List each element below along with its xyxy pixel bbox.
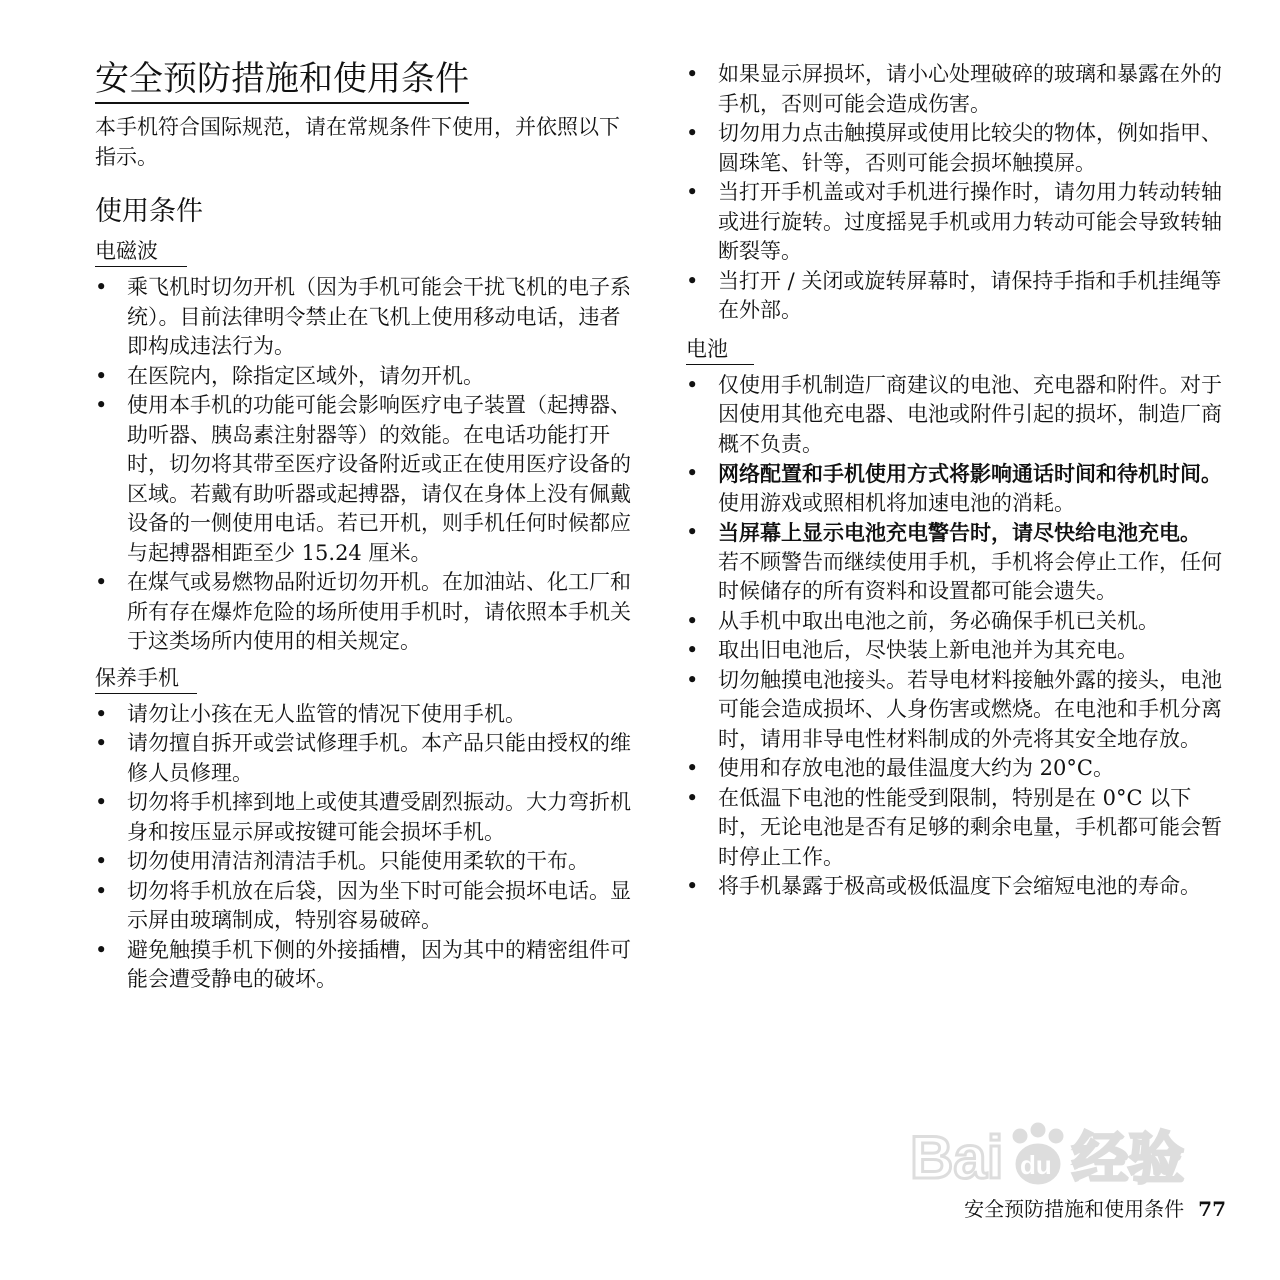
list-item: • 切勿使用清洁剂清洁手机。只能使用柔软的干布。	[95, 847, 640, 877]
page-number: 77	[1198, 1197, 1226, 1221]
subsection-battery	[686, 334, 1231, 902]
page-footer	[964, 1196, 1226, 1222]
list-item: • 避免触摸手机下侧的外接插槽，因为其中的精密组件可能会遭受静电的破坏。	[95, 937, 631, 991]
bullet-icon: •	[95, 363, 108, 388]
bullet-icon: •	[95, 570, 108, 594]
list-item: • 切勿用力点击触摸屏或使用比较尖的物体，例如指甲、圆珠笔、针等，否则可能会损坏触摸屏。	[686, 121, 1222, 175]
bullet-icon: •	[686, 268, 699, 293]
battery-warning-bold: 网络配置和手机使用方式将影响通话时间和待机时间。	[718, 461, 1222, 486]
list-item: • 切勿将手机摔到地上或使其遭受剧烈振动。大力弯折机身和按压显示屏或按键可能会损坏手机。	[95, 790, 631, 844]
bullet-icon: •	[686, 785, 699, 810]
baidu-jingyan-watermark	[910, 1120, 1200, 1192]
bullet-icon: •	[95, 701, 108, 726]
list-item: • 将手机暴露于极高或极低温度下会缩短电池的寿命。	[686, 872, 1231, 902]
bullet-icon: •	[686, 372, 699, 397]
bullet-icon: •	[95, 790, 108, 814]
list-item: • 乘飞机时切勿开机（因为手机可能会干扰飞机的电子系统）。目前法律明令禁止在飞机上使用移动电话，违者即构成违法行为。	[95, 275, 631, 358]
subsection-electromagnetic	[95, 236, 640, 657]
list-item: • 当打开手机盖或对手机进行操作时，请勿用力转动转轴或进行旋转。过度摇晃手机或用力转动可能会导致转轴断裂等。	[686, 180, 1222, 263]
list-item: • 如果显示屏损坏，请小心处理破碎的玻璃和暴露在外的手机，否则可能会造成伤害。	[686, 62, 1222, 116]
list-item: • 切勿触摸电池接头。若导电材料接触外露的接头，电池可能会造成损坏、人身伤害或燃烧。在电池和手机分离时，请用非导电性材料制成的外壳将其安全地存放。	[686, 667, 1222, 751]
bullet-icon: •	[95, 849, 108, 873]
list-item: • 当打开 / 关闭或旋转屏幕时，请保持手指和手机挂绳等在外部。	[686, 268, 1222, 322]
list-item: • 当屏幕上显示电池充电警告时，请尽快给电池充电。 若不顾警告而继续使用手机，手机将会停止工作，任何时候储存的所有资料和设置都可能会遗失。	[686, 518, 1231, 607]
bullet-icon: •	[95, 393, 108, 417]
list-item: • 在煤气或易燃物品附近切勿开机。在加油站、化工厂和所有存在爆炸危险的场所使用手机时，请依照本手机关于这类场所内使用的相关规定。	[95, 570, 631, 653]
subsection-phone-care	[95, 663, 640, 995]
bullet-icon: •	[95, 731, 108, 755]
bullet-icon: •	[95, 878, 108, 903]
bullet-icon: •	[95, 275, 108, 299]
bullet-icon: •	[686, 180, 699, 204]
list-item: • 在低温下电池的性能受到限制，特别是在 0°C 以下时，无论电池是否有足够的剩余电量，手机都可能会暂时停止工作。	[686, 785, 1222, 869]
bullet-list-phone-care	[95, 700, 640, 995]
bullet-list-battery	[686, 371, 1231, 902]
list-item: • 在医院内，除指定区域外，请勿开机。	[95, 362, 640, 392]
bullet-icon: •	[686, 121, 699, 145]
bullet-icon: •	[686, 520, 699, 544]
list-item: • 仅使用手机制造厂商建议的电池、充电器和附件。对于因使用其他充电器、电池或附件引起的损坏，制造厂商概不负责。	[686, 372, 1222, 456]
right-column	[686, 60, 1231, 902]
bullet-icon: •	[686, 461, 699, 485]
subsection-title-phone-care: 保养手机	[95, 663, 197, 694]
subsection-title-electromagnetic: 电磁波	[95, 236, 187, 267]
bullet-icon: •	[686, 874, 699, 898]
watermark-latin: Bai	[910, 1124, 1004, 1191]
watermark-du: du	[1020, 1150, 1052, 1180]
bullet-icon: •	[686, 638, 699, 662]
subsection-title-battery: 电池	[686, 334, 754, 365]
list-item: • 请勿擅自拆开或尝试修理手机。本产品只能由授权的维修人员修理。	[95, 731, 631, 785]
bullet-icon: •	[686, 608, 699, 633]
bullet-icon: •	[686, 62, 699, 86]
list-item: • 从手机中取出电池之前，务必确保手机已关机。	[686, 607, 1231, 637]
list-item: • 网络配置和手机使用方式将影响通话时间和待机时间。 使用游戏或照相机将加速电池的消耗。	[686, 459, 1231, 518]
list-item: • 使用和存放电池的最佳温度大约为 20°C。	[686, 754, 1231, 784]
list-item: • 取出旧电池后，尽快装上新电池并为其充电。	[686, 636, 1231, 666]
bullet-list-electromagnetic	[95, 273, 640, 657]
bullet-icon: •	[686, 756, 699, 780]
bullet-icon: •	[686, 667, 699, 692]
left-column	[95, 58, 640, 995]
section-title-usage-conditions: 使用条件	[95, 196, 203, 227]
running-title: 安全预防措施和使用条件	[964, 1197, 1185, 1221]
list-item: • 切勿将手机放在后袋，因为坐下时可能会损坏电话。显示屏由玻璃制成，特别容易破碎。	[95, 878, 631, 932]
watermark-cn: 经验	[1072, 1127, 1184, 1192]
list-item: • 使用本手机的功能可能会影响医疗电子装置（起搏器、助听器、胰岛素注射器等）的效能。在电话功能打开时，切勿将其带至医疗设备附近或正在使用医疗设备的区域。若戴有助听器或起搏器，请仅在身体上没有佩戴设备的一侧使用电话。若已开机，则手机任何时候都应与起搏器相距至少 15.24 厘米。	[95, 393, 631, 565]
intro-paragraph: 本手机符合国际规范，请在常规条件下使用，并依照以下指示。	[95, 115, 620, 169]
battery-warning-bold: 当屏幕上显示电池充电警告时，请尽快给电池充电。	[718, 520, 1201, 545]
bullet-icon: •	[95, 937, 108, 962]
page-title: 安全预防措施和使用条件	[95, 58, 469, 104]
bullet-list-phone-care-continued	[686, 60, 1231, 326]
list-item: • 请勿让小孩在无人监管的情况下使用手机。	[95, 700, 640, 730]
